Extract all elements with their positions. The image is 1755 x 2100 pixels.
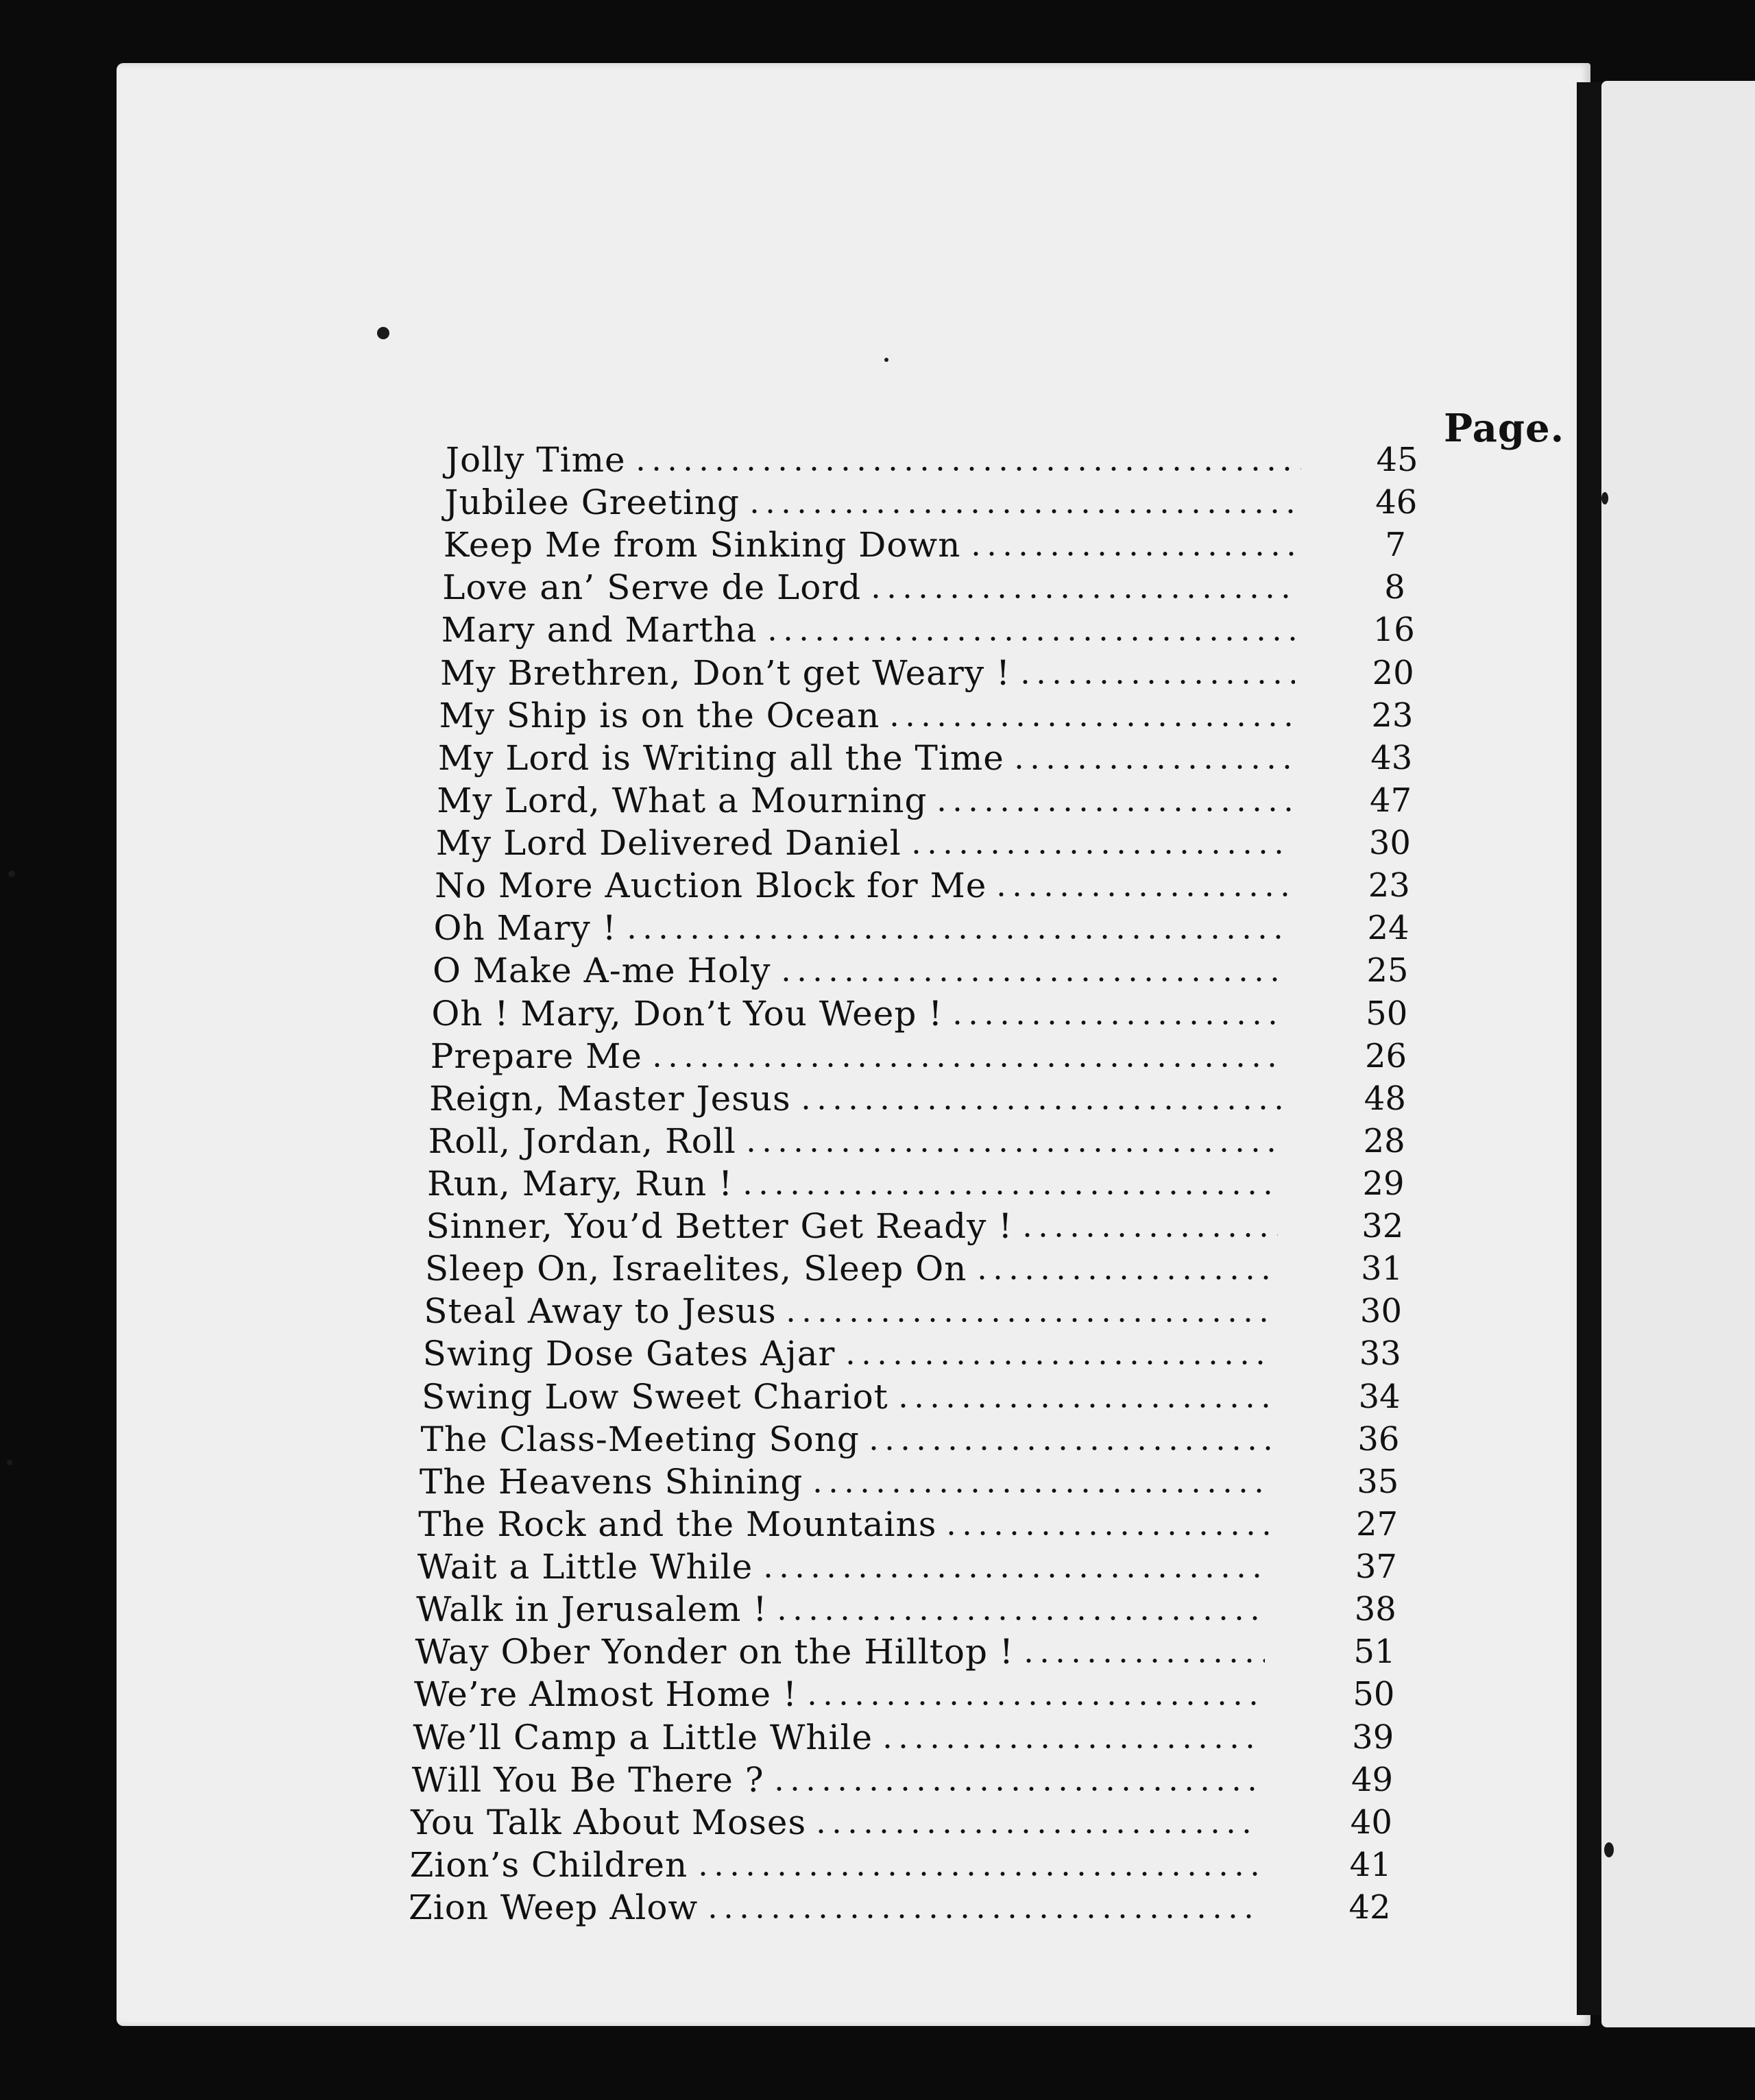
song-title: The Rock and the Mountains — [418, 1504, 937, 1544]
toc-entry — [117, 1844, 1590, 1886]
page-number: 29 — [1362, 1164, 1405, 1203]
dot-leader — [895, 1403, 1273, 1408]
dot-leader — [783, 1317, 1275, 1323]
dot-leader — [695, 1871, 1259, 1877]
dot-leader — [774, 1615, 1266, 1621]
song-title: Sinner, You’d Better Get Ready ! — [426, 1206, 1013, 1247]
song-title: Will You Be There ? — [411, 1759, 764, 1800]
ink-mark — [8, 870, 15, 877]
song-title: The Class-Meeting Song — [420, 1419, 860, 1459]
toc-entry — [117, 1247, 1590, 1290]
page-number: 23 — [1371, 696, 1414, 735]
ink-mark — [1604, 1842, 1614, 1857]
dot-leader — [771, 1786, 1261, 1792]
song-title: My Lord, What a Mourning — [437, 780, 928, 820]
page-number: 46 — [1375, 483, 1418, 522]
song-title: We’re Almost Home ! — [413, 1674, 798, 1715]
song-title: Swing Dose Gates Ajar — [422, 1334, 836, 1374]
dot-leader — [949, 1020, 1285, 1025]
toc-entry — [117, 1588, 1590, 1631]
page-number: 28 — [1363, 1121, 1405, 1160]
song-title: Oh Mary ! — [433, 908, 617, 949]
song-title: Jubilee Greeting — [444, 483, 740, 523]
page-number: 47 — [1370, 781, 1412, 820]
dot-leader — [778, 977, 1285, 982]
song-title: You Talk About Moses — [411, 1802, 807, 1842]
book-spine — [1577, 82, 1601, 2015]
toc-entry — [117, 1503, 1590, 1546]
dot-leader — [866, 1445, 1272, 1451]
song-title: Steal Away to Jesus — [424, 1291, 777, 1332]
dot-leader — [1021, 1658, 1265, 1663]
page-number: 41 — [1349, 1845, 1392, 1884]
dot-leader — [705, 1914, 1257, 1919]
ink-mark — [7, 1460, 12, 1465]
page-number: 34 — [1358, 1377, 1401, 1416]
dot-leader — [804, 1700, 1263, 1706]
song-title: The Heavens Shining — [419, 1461, 803, 1502]
page-number: 36 — [1357, 1419, 1400, 1458]
page-number: 43 — [1370, 738, 1413, 777]
dot-leader — [993, 892, 1288, 897]
song-title: My Lord is Writing all the Time — [437, 737, 1004, 778]
table-of-contents — [117, 63, 1590, 2026]
song-title: Way Ober Yonder on the Hilltop ! — [415, 1632, 1014, 1672]
page-number: 42 — [1348, 1888, 1391, 1927]
page-column-header: Page. — [1444, 406, 1565, 451]
song-title: Mary and Martha — [441, 610, 758, 650]
toc-entry — [117, 524, 1590, 566]
toc-entry — [117, 1546, 1590, 1588]
ink-mark — [1601, 492, 1608, 504]
song-title: Wait a Little While — [417, 1547, 753, 1587]
toc-entry — [117, 694, 1590, 737]
dot-leader — [974, 1275, 1276, 1280]
song-title: No More Auction Block for Me — [435, 866, 987, 906]
page-number: 26 — [1364, 1036, 1407, 1075]
dot-leader — [880, 1744, 1263, 1749]
toc-entry — [117, 439, 1590, 481]
toc-entry — [117, 1673, 1590, 1716]
page-number: 30 — [1359, 1292, 1402, 1331]
dot-leader — [813, 1829, 1260, 1834]
dot-leader — [868, 594, 1297, 599]
dot-leader — [649, 1062, 1283, 1068]
song-title: Prepare Me — [430, 1036, 642, 1076]
toc-entry — [117, 779, 1590, 822]
song-title: My Ship is on the Ocean — [439, 695, 880, 735]
toc-entry — [117, 652, 1590, 694]
song-title: Zion’s Children — [409, 1844, 688, 1885]
dot-leader — [1019, 1232, 1278, 1238]
toc-entry — [117, 481, 1590, 524]
right-page-edge — [1601, 81, 1755, 2027]
dot-leader — [1011, 764, 1292, 770]
page-number: 50 — [1353, 1675, 1395, 1714]
toc-entry — [117, 1716, 1590, 1759]
toc-entry — [117, 1205, 1590, 1247]
toc-entry — [117, 864, 1590, 907]
dot-leader — [886, 722, 1294, 727]
page-number: 51 — [1353, 1633, 1396, 1672]
page-number: 23 — [1368, 866, 1410, 905]
song-title: Love an’ Serve de Lord — [442, 567, 862, 608]
dot-leader — [1017, 679, 1295, 685]
toc-entry — [117, 737, 1590, 779]
page-number: 32 — [1361, 1207, 1404, 1246]
dot-leader — [760, 1573, 1268, 1578]
dot-leader — [810, 1488, 1270, 1493]
song-title: Run, Mary, Run ! — [427, 1164, 734, 1204]
page-number: 35 — [1357, 1462, 1399, 1501]
toc-entry — [117, 1418, 1590, 1461]
dot-leader — [798, 1105, 1282, 1110]
dot-leader — [943, 1530, 1269, 1536]
page-number: 31 — [1361, 1249, 1403, 1289]
toc-entry — [117, 1631, 1590, 1673]
dot-leader — [908, 849, 1290, 855]
ink-mark — [377, 327, 389, 339]
page-number: 50 — [1366, 994, 1408, 1033]
toc-entry — [117, 566, 1590, 609]
song-title: Swing Low Sweet Chariot — [422, 1376, 888, 1417]
song-title: My Brethren, Don’t get Weary ! — [440, 652, 1011, 693]
dot-leader — [968, 551, 1298, 557]
page-number: 33 — [1359, 1334, 1401, 1373]
toc-entry — [117, 1376, 1590, 1418]
dot-leader — [934, 807, 1291, 812]
song-title: O Make A-me Holy — [432, 951, 771, 991]
toc-entry — [117, 822, 1590, 864]
toc-entry — [117, 1801, 1590, 1844]
song-title: Oh ! Mary, Don’t You Weep ! — [431, 993, 943, 1034]
page-number: 48 — [1364, 1079, 1406, 1118]
song-title: Zion Weep Alow — [409, 1888, 699, 1927]
toc-entry — [117, 1461, 1590, 1503]
page-number: 20 — [1372, 653, 1414, 692]
toc-entry — [117, 1120, 1590, 1162]
page-number: 8 — [1384, 568, 1405, 607]
page-number: 24 — [1367, 909, 1409, 948]
toc-entry — [117, 1035, 1590, 1077]
dot-leader — [624, 934, 1287, 940]
song-title: Reign, Master Jesus — [429, 1078, 791, 1119]
song-title: Sleep On, Israelites, Sleep On — [424, 1249, 967, 1289]
dot-leader — [740, 1190, 1279, 1195]
song-title: Jolly Time — [446, 440, 626, 480]
left-page — [117, 63, 1590, 2026]
toc-entry — [117, 1162, 1590, 1205]
page-number: 40 — [1350, 1803, 1392, 1842]
toc-entry — [117, 609, 1590, 651]
toc-entry — [117, 1886, 1590, 1929]
dot-leader — [764, 636, 1296, 642]
song-title: Keep Me from Sinking Down — [443, 525, 961, 565]
toc-entry — [117, 1290, 1590, 1332]
song-title: Walk in Jerusalem ! — [416, 1589, 768, 1630]
ink-mark — [884, 358, 888, 362]
page-number: 30 — [1368, 824, 1411, 863]
page-number: 45 — [1376, 441, 1418, 479]
toc-entry — [117, 949, 1590, 992]
song-title: Roll, Jordan, Roll — [428, 1121, 736, 1161]
toc-entry — [117, 1332, 1590, 1375]
toc-entry — [117, 1759, 1590, 1801]
dot-leader — [633, 466, 1301, 472]
page-number: 16 — [1372, 611, 1415, 650]
page-number: 38 — [1354, 1590, 1396, 1629]
page-number: 37 — [1355, 1548, 1397, 1587]
song-title: My Lord Delivered Daniel — [435, 823, 901, 864]
toc-entry — [117, 1077, 1590, 1120]
page-number: 25 — [1366, 951, 1409, 990]
toc-entry — [117, 992, 1590, 1035]
dot-leader — [843, 1360, 1274, 1365]
toc-entry — [117, 907, 1590, 949]
dot-leader — [743, 1147, 1281, 1153]
page-number: 7 — [1385, 526, 1406, 565]
dot-leader — [747, 509, 1300, 514]
song-title: We’ll Camp a Little While — [413, 1717, 873, 1757]
page-number: 49 — [1351, 1760, 1394, 1799]
page-number: 39 — [1352, 1718, 1394, 1757]
page-number: 27 — [1356, 1504, 1399, 1543]
